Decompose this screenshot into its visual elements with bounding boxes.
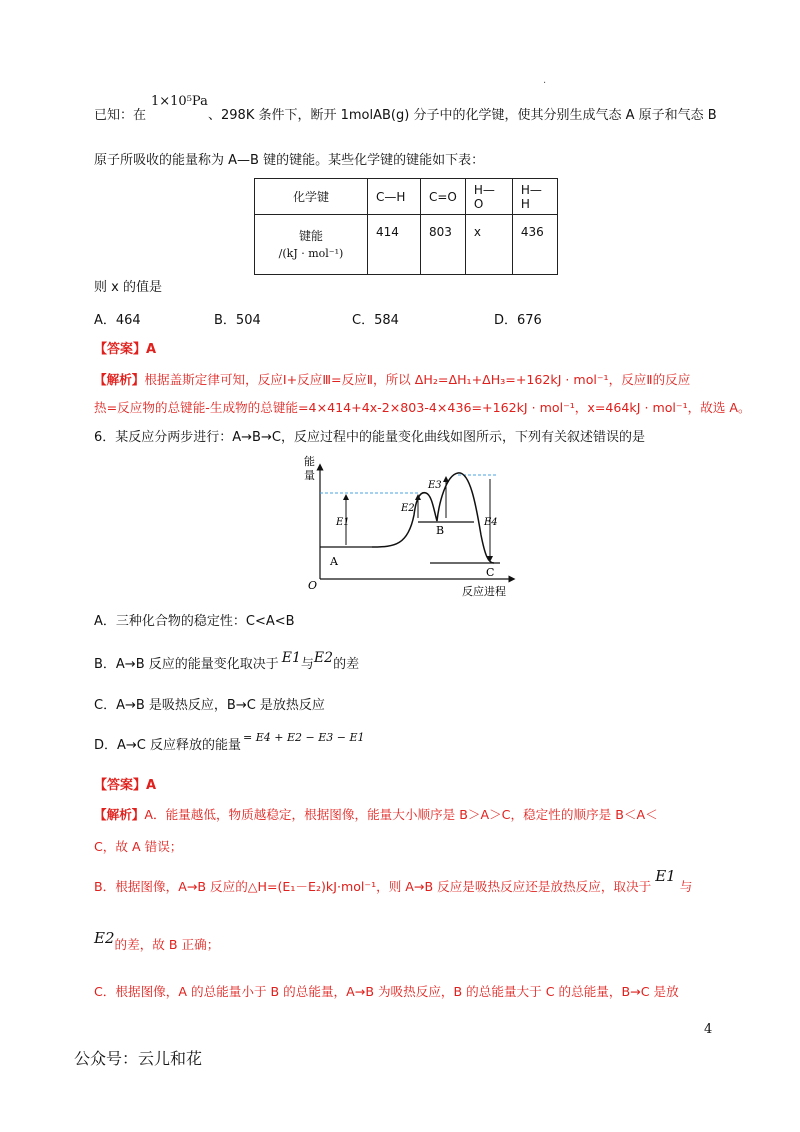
table-cell: x [465, 215, 512, 275]
q5-option-b: B．504 [214, 313, 261, 328]
bond-energy-table [254, 178, 558, 275]
q6-analysis-b2 [94, 929, 220, 955]
x-label: 反应进程 [462, 585, 506, 598]
q5-pressure-value: 1×10⁵Pa [151, 94, 208, 109]
table-cell: 414 [368, 215, 421, 275]
q5-answer: 【答案】A [94, 342, 157, 357]
table-row [255, 215, 558, 275]
q6-option-b-prefix: B．A→B 反应的能量变化取决于 [94, 657, 279, 672]
header-dot: · [543, 78, 547, 89]
q5-analysis-line1 [94, 370, 690, 390]
q5-line2: 原子所吸收的能量称为 A—B 键的键能。某些化学键的键能如下表： [94, 153, 485, 168]
q6-analysis-b2-e2: E2 [94, 929, 115, 947]
table-row [255, 179, 558, 215]
table-header-energy-unit: /(kJ · mol⁻¹) [278, 246, 344, 260]
q6-option-b-mid: 与 [300, 657, 314, 672]
q6-analysis-c1: C．根据图像，A 的总能量小于 B 的总能量，A→B 为吸热反应，B 的总能量大于 C 的总能量，B→C 是放 [94, 984, 679, 999]
q6-analysis-b1 [94, 867, 693, 897]
q5-option-a: A．464 [94, 313, 141, 328]
q6-option-a: A．三种化合物的稳定性：C<A<B [94, 614, 295, 629]
q6-analysis-a2: C，故 A 错误； [94, 839, 183, 854]
q6-analysis-a1-text: A．能量越低，物质越稳定，根据图像，能量大小顺序是 B＞A＞C，稳定性的顺序是 B＜A＜ [144, 807, 658, 822]
q6-analysis-b1-end: 与 [679, 879, 693, 894]
table-cell: H—H [512, 179, 557, 215]
q5-analysis-text1: 根据盖斯定律可知，反应Ⅰ+反应Ⅲ=反应Ⅱ，所以 ΔH₂=ΔH₁+ΔH₃=+162kJ · mol⁻¹，反应Ⅱ的反应 [144, 372, 691, 387]
label-c: C [486, 566, 495, 579]
label-e2: E2 [401, 503, 415, 514]
page-number: 4 [704, 1022, 713, 1037]
q6-option-d-prefix: D．A→C 反应释放的能量 [94, 738, 242, 753]
origin-label: O [308, 579, 318, 592]
table-cell: C—H [368, 179, 421, 215]
q5-option-c: C．584 [352, 313, 399, 328]
q5-analysis-tag: 【解析】 [94, 372, 145, 387]
label-e1: E1 [336, 517, 350, 528]
q5-line1 [94, 106, 146, 126]
q6-option-b [94, 650, 360, 675]
table-header-bond: 化学键 [255, 179, 368, 215]
table-header-energy-line1: 键能 [298, 228, 323, 243]
table-cell: H—O [465, 179, 512, 215]
q5-option-d: D．676 [494, 313, 542, 328]
q6-answer: 【答案】A [94, 778, 157, 793]
q5-question: 则 x 的值是 [94, 280, 162, 295]
q6-option-c: C．A→B 是吸热反应，B→C 是放热反应 [94, 698, 325, 713]
q5-analysis-line2: 热=反应物的总键能-生成物的总键能=4×414+4x-2×803-4×436=+162kJ · mol⁻¹，x=464kJ · mol⁻¹，故选 A。 [94, 400, 751, 415]
q6-option-b-e2: E2 [313, 650, 334, 666]
q6-option-b-e1: E1 [281, 650, 301, 666]
q6-option-b-suffix: 的差 [333, 657, 360, 672]
table-cell: C=O [421, 179, 466, 215]
label-a: A [330, 555, 338, 568]
y-label-2: 量 [304, 469, 315, 482]
footer-text: 公众号：云儿和花 [74, 1049, 203, 1068]
table-header-energy [255, 215, 368, 275]
table-cell: 436 [512, 215, 557, 275]
q6-analysis-tag: 【解析】 [94, 807, 145, 822]
q6-option-d [94, 731, 365, 756]
q6-analysis-a1 [94, 805, 658, 825]
q5-line1-rest: 、298K 条件下，断开 1molAB(g) 分子中的化学键，使其分别生成气态 A 原子和气态 B [208, 108, 717, 123]
label-b: B [436, 524, 445, 537]
q6-analysis-b1-e1: E1 [655, 867, 676, 885]
q6-option-d-formula: = E4 + E2 − E3 − E1 [243, 731, 365, 744]
y-label-1: 能 [304, 455, 315, 468]
label-e3: E3 [428, 480, 442, 491]
table-cell: 803 [421, 215, 466, 275]
q6-stem: 6．某反应分两步进行：A→B→C，反应过程中的能量变化曲线如图所示，下列有关叙述错误的是 [94, 430, 645, 445]
q6-analysis-b2-text: 的差，故 B 正确； [114, 937, 220, 952]
q6-analysis-b1-text: B．根据图像，A→B 反应的△H=(E₁－E₂)kJ·mol⁻¹，则 A→B 反应是吸热反应还是放热反应，取决于 [94, 879, 652, 894]
q5-pressure-prefix: 已知：在 [94, 108, 147, 123]
label-e4: E4 [484, 517, 498, 528]
energy-diagram [300, 455, 520, 600]
